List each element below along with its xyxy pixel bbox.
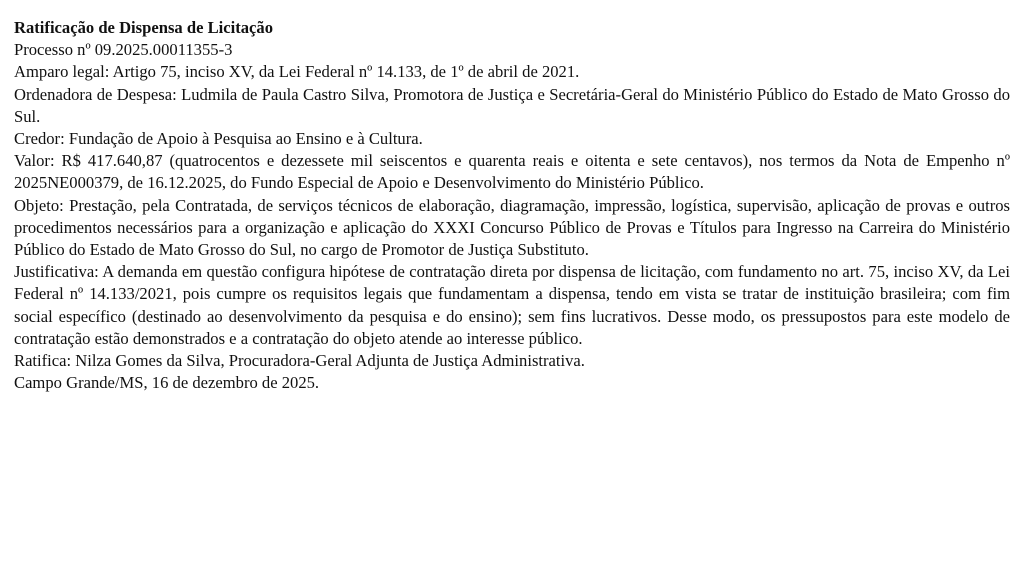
place-and-date: Campo Grande/MS, 16 de dezembro de 2025. [14, 373, 320, 393]
legal-basis: Amparo legal: Artigo 75, inciso XV, da Lei Federal nº 14.133, de 1º de abril de 2021. [14, 62, 580, 82]
ratified-by: Ratifica: Nilza Gomes da Silva, Procuradora-Geral Adjunta de Justiça Administrativa. [14, 351, 585, 371]
document-body [14, 17, 1010, 394]
expense-authorizer: Ordenadora de Despesa: Ludmila de Paula Castro Silva, Promotora de Justiça e Secretária-Geral do Ministério Público do Estado de Mato Grosso do Sul. [14, 84, 1010, 126]
justification: Justificativa: A demanda em questão configura hipótese de contratação direta por dispensa de licitação, com fundamento no art. 75, inciso XV, da Lei Federal nº 14.133/2021, pois cumpre os requisitos legais que fundamentam a dispensa, tendo em vista se tratar de instituição brasileira; com fim social específico (destinado ao desenvolvimento da pesquisa e do ensino); sem fins lucrativos. Desse modo, os pressupostos para este modelo de contratação estão demonstrados e a contratação do objeto atende ao interesse público. [14, 262, 1010, 348]
object: Objeto: Prestação, pela Contratada, de serviços técnicos de elaboração, diagramação, impressão, logística, supervisão, aplicação de provas e outros procedimentos necessários para a organização e aplicação do XXXI Concurso Público de Provas e Títulos para Ingresso na Carreira do Ministério Público do Estado de Mato Grosso do Sul, no cargo de Promotor de Justiça Substituto. [14, 195, 1010, 260]
amount: Valor: R$ 417.640,87 (quatrocentos e dezessete mil seiscentos e quarenta reais e oitenta e sete centavos), nos termos da Nota de Empenho nº 2025NE000379, de 16.12.2025, do Fundo Especial de Apoio e Desenvolvimento do Ministério Público. [14, 151, 1010, 193]
process-number: Processo nº 09.2025.00011355-3 [14, 40, 233, 60]
document-title: Ratificação de Dispensa de Licitação [14, 18, 274, 37]
creditor: Credor: Fundação de Apoio à Pesquisa ao Ensino e à Cultura. [14, 129, 423, 149]
